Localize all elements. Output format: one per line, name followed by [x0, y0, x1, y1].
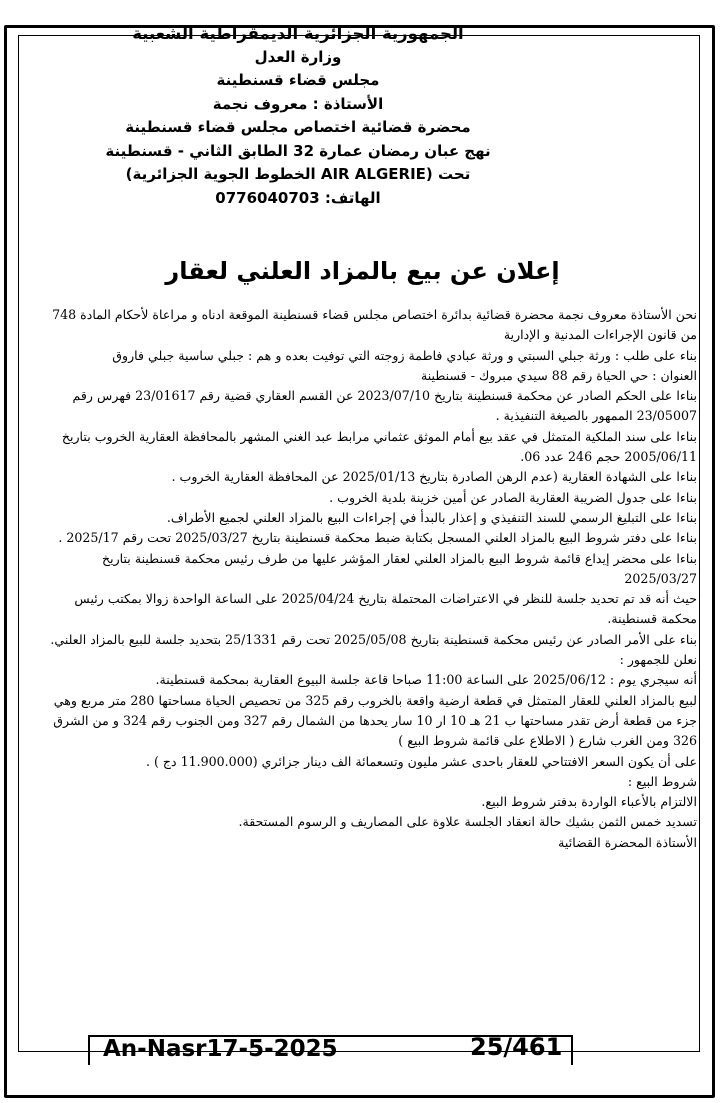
paragraph: العنوان : حي الحياة رقم 88 سيدي مبروك - قسنطينة — [420, 367, 697, 383]
paragraph: الالتزام بالأعباء الواردة بدفتر شروط البيع. — [481, 794, 697, 810]
footer-date: An-Nasr17-5-2025 — [103, 1036, 338, 1062]
paragraph: نعلن للجمهور : — [619, 652, 697, 668]
paragraph: أنه سيجري يوم : 2025/06/12 على الساعة 11:00 صباحا قاعة جلسة البيوع العقارية بمحكمة قسنطينة. — [155, 672, 697, 688]
announcement-body — [35, 305, 697, 853]
header-phone: الهاتف: 0776040703 — [215, 188, 381, 207]
paragraph: بناء على طلب : ورثة جبلي السبتي و ورثة عبادي فاطمة زوجته التي توفيت بعده و هم : جبلي ساسية جبلي فاروق — [112, 347, 697, 363]
header-republic: الجمهورية الجزائرية الديمقراطية الشعبية — [132, 24, 464, 43]
header-bailiff-name: الأستاذة : معروف نجمة — [212, 94, 384, 113]
header-ministry: وزارة العدل — [254, 47, 342, 66]
header-landmark: تحت (AIR ALGERIE الخطوط الجوية الجزائرية) — [125, 165, 471, 183]
paragraph: على أن يكون السعر الافتتاحي للعقار باحدى عشر مليون وتسعمائة الف دينار جزائري (11.900.000 دج ) . — [145, 753, 697, 769]
paragraph: بناءا على دفتر شروط البيع بالمزاد العلني المسجل بكتابة ضبط محكمة قسنطينة بتاريخ 2025/03/27 تحت رقم 2025/17 . — [58, 530, 697, 546]
paragraph: بناءا على سند الملكية المتمثل في عقد بيع أمام الموثق عثماني مرابط عبد الغني المشهر بالمحافظة العقارية الخروب بتاريخ 2005/06/11 حجم 246 عدد 06. — [61, 428, 697, 465]
announcement-title: إعلان عن بيع بالمزاد العلني لعقار — [165, 257, 560, 285]
paragraph: بناءا على محضر إيداع قائمة شروط البيع بالمزاد العلني لعقار المؤشر عليها من طرف رئيس محكمة قسنطينة بتاريخ 2025/03/27 — [101, 550, 697, 586]
paragraph: تسديد خمس الثمن بشيك حالة انعقاد الجلسة علاوة على المصاريف و الرسوم المستحقة. — [238, 814, 697, 830]
paragraph: بناءا على التبليغ الرسمي للسند التنفيذي و إعذار بالبدأ في إجراءات البيع بالمزاد العلني لجميع الأطراف. — [166, 509, 697, 525]
paragraph: بناءا على الحكم الصادر عن محكمة قسنطينة بتاريخ 2023/07/10 عن القسم العقاري قضية رقم 23/01617 فهرس رقم 23/05007 الممهور بالصيغة التنفيذية . — [72, 388, 697, 424]
header-court: مجلس قضاء قسنطينة — [216, 71, 380, 89]
header-bailiff-title: محضرة قضائية اختصاص مجلس قضاء قسنطينة — [125, 118, 471, 136]
paragraph: حيث أنه قد تم تحديد جلسة للنظر في الاعتراضات المحتملة بتاريخ 2025/04/24 على الساعة الواحدة زوالا بمكتب رئيس محكمة قسنطينة. — [74, 591, 697, 627]
paragraph: لبيع بالمزاد العلني للعقار المتمثل في قطعة ارضية واقعة بالخروب رقم 325 من تحصيص الحياة مساحتها 280 متر مربع وهي جزء من قطعة أرض تقدر مساحتها ب 21 هـ 10 ار 10 سار يحدها من الشمال رقم 327 ومن الجنوب رقم 324 و من الشرق 326 ومن الغرب شارع ( الاطلاع على قائمة شروط البيع ) — [53, 692, 697, 749]
footer — [8, 1025, 697, 1063]
paragraph: شروط البيع : — [627, 773, 697, 789]
paragraph: بناءا على جدول الضريبة العقارية الصادر عن أمين خزينة بلدية الخروب . — [329, 489, 697, 505]
header-address: نهج عبان رمضان عمارة 32 الطابق الثاني - قسنطينة — [105, 141, 491, 160]
footer-number: 25/461 — [470, 1033, 563, 1061]
letterhead — [38, 22, 558, 210]
paragraph: بناء على الأمر الصادر عن رئيس محكمة قسنطينة بتاريخ 2025/05/08 تحت رقم 25/1331 بتحديد جلسة للبيع بالمزاد العلني. — [50, 631, 697, 647]
paragraph: نحن الأستاذة معروف نجمة محضرة قضائية بدائرة اختصاص مجلس قضاء قسنطينة الموقعة ادناه و مراعاة لأحكام المادة 748 من قانون الإجراءات المدنية و الإدارية — [52, 307, 697, 343]
signature-line: الأستاذة المحضرة القضائية — [558, 834, 697, 850]
paragraph: بناءا على الشهادة العقارية (عدم الرهن الصادرة بتاريخ 2025/01/13 عن المحافظة العقارية الخروب . — [171, 469, 697, 485]
